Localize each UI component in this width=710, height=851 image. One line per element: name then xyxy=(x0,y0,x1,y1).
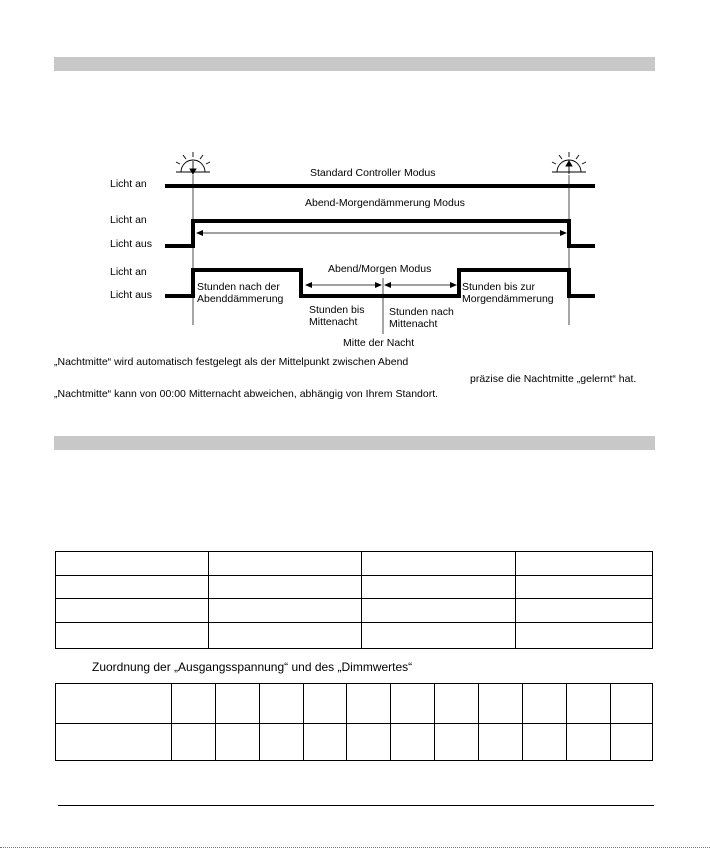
page-edge-dotted-line xyxy=(0,847,710,848)
row2-label-off: Licht aus xyxy=(110,238,153,250)
section-header-bar-2 xyxy=(54,436,655,450)
row3-label-off: Licht aus xyxy=(110,289,153,301)
segment-until-midnight-line2: Mittenacht xyxy=(309,316,358,328)
row1-mode-title: Standard Controller Modus xyxy=(310,167,436,179)
footer-rule xyxy=(58,805,654,806)
note-line-1: „Nachtmitte“ wird automatisch festgelegt als der Mittelpunkt zwischen Abend xyxy=(54,356,409,368)
table-row xyxy=(56,576,653,599)
table-row xyxy=(56,552,653,576)
table-row xyxy=(56,684,653,724)
table-row xyxy=(56,724,653,761)
table-row xyxy=(56,599,653,623)
dusk-dawn-mode-signal xyxy=(165,221,595,246)
segment-after-midnight-line2: Mittenacht xyxy=(389,318,438,330)
segment-until-midnight-line1: Stunden bis xyxy=(309,304,365,316)
table-1 xyxy=(55,551,653,649)
sunset-icon xyxy=(176,152,210,174)
row3-label-on: Licht an xyxy=(110,266,147,278)
segment-until-dawn-line1: Stunden bis zur xyxy=(462,281,535,293)
row2-mode-title: Abend-Morgendämmerung Modus xyxy=(305,197,465,209)
midnight-label: Mitte der Nacht xyxy=(343,337,415,349)
table-2 xyxy=(55,683,653,761)
segment-after-midnight-line1: Stunden nach xyxy=(389,306,454,318)
row1-label-on: Licht an xyxy=(110,178,147,190)
table-2-caption: Zuordnung der „Ausgangsspannung“ und des „Dimmwertes“ xyxy=(92,660,413,674)
row2-label-on: Licht an xyxy=(110,214,147,226)
segment-after-dusk-line2: Abenddämmerung xyxy=(197,293,284,305)
sunrise-icon xyxy=(552,152,586,174)
segment-after-dusk-line1: Stunden nach der xyxy=(197,281,280,293)
row3-mode-title: Abend/Morgen Modus xyxy=(328,263,432,275)
segment-until-dawn-line2: Morgendämmerung xyxy=(462,293,554,305)
note-line-2: „Nachtmitte“ kann von 00:00 Mitternacht abweichen, abhängig von Ihrem Standort. xyxy=(54,388,439,400)
table-row xyxy=(56,623,653,649)
note-line-1-right: präzise die Nachtmitte „gelernt“ hat. xyxy=(470,373,637,385)
